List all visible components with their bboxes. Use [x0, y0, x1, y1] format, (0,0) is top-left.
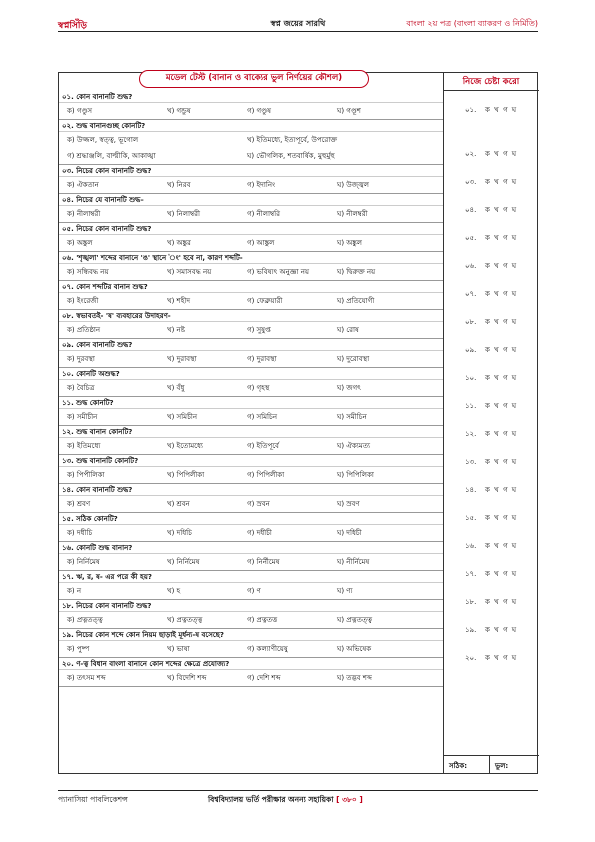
brand-name: স্বপ্নসিঁড়ি — [58, 21, 87, 31]
answer-bubble-row — [443, 443, 539, 471]
answer-bubble-row — [443, 639, 539, 667]
question-text: ২০. ণ-ত্ব বিধান বাংলা বানানে কোন শব্দের ক্ষেত্রে প্রযোজ্য? — [59, 658, 443, 670]
answer-bubble-row — [443, 527, 539, 555]
option-3: গ) গৃহস্থ — [247, 384, 270, 392]
option-3: গ) নির্নীমেষ — [247, 558, 280, 566]
question-item — [59, 542, 443, 571]
option-4: ঘ) গণ্ডূশ — [337, 107, 361, 115]
option-4: ঘ) স্রবণ — [337, 500, 360, 508]
question-text: ০৭. কোন শব্দটির বানান শুদ্ধ? — [59, 281, 443, 293]
option-3: গ) দেশি শব্দ — [247, 674, 281, 682]
option-1: ক) ইতিমধ্যে — [67, 442, 101, 450]
option-2: খ) নিরব — [167, 181, 191, 189]
answer-number: ০৮. — [465, 318, 477, 326]
page-footer — [58, 790, 538, 804]
answer-number: ১০. — [465, 374, 477, 382]
option-4: ঘ) পিপিলিকা — [337, 471, 374, 479]
question-text: ১১. শুদ্ধ কোনটি? — [59, 397, 443, 409]
correct-label: সঠিক: — [449, 762, 468, 770]
option-row — [59, 612, 443, 628]
question-text: ০৬. 'শৃঙ্খলা' শব্দের বানানে 'ঙ' স্থানে 'ং' হবে না, কারণ শব্দটি- — [59, 252, 443, 264]
question-item — [59, 339, 443, 368]
answer-column — [443, 91, 539, 667]
option-1: ক) বৈচিত্র — [67, 384, 95, 392]
page-header — [58, 16, 538, 32]
option-1: ক) তৎসম শব্দ — [67, 674, 106, 682]
option-row — [59, 467, 443, 483]
option-1: ক) দুরবস্থা — [67, 355, 95, 363]
answer-bubbles[interactable]: ক খ গ ঘ — [485, 598, 518, 606]
option-1: ক) ঐকতান — [67, 181, 99, 189]
answer-bubbles[interactable]: ক খ গ ঘ — [485, 430, 518, 438]
option-2: খ) বঁধু — [167, 384, 185, 392]
option-row — [59, 235, 443, 251]
option-4: ঘ) রোষ — [337, 326, 359, 334]
option-4: ঘ) ণ্য — [337, 587, 353, 595]
question-item — [59, 91, 443, 120]
answer-number: ১৬. — [465, 542, 477, 550]
answer-bubble-row — [443, 499, 539, 527]
option-2: খ) সমিচীন — [167, 413, 198, 421]
option-1: ক) নীলাম্বরী — [67, 210, 101, 218]
answer-bubble-row — [443, 611, 539, 639]
option-1: ক) নির্নিমেষ — [67, 558, 100, 566]
answer-number: ১৮. — [465, 598, 477, 606]
answer-bubbles[interactable]: ক খ গ ঘ — [485, 206, 518, 214]
option-3: গ) ইতিপূর্বে — [247, 442, 279, 450]
option-4: ঘ) দধিচী — [337, 529, 362, 537]
option-2: খ) দুরাবস্থা — [167, 355, 197, 363]
answer-number: ০৪. — [465, 206, 477, 214]
option-1: ক) প্রতিষ্ঠান — [67, 326, 101, 334]
answer-bubbles[interactable]: ক খ গ ঘ — [485, 570, 518, 578]
answer-number: ১৭. — [465, 570, 477, 578]
option-4: ঘ) অভিষেক — [337, 645, 372, 653]
page-number: [ ৩৮০ ] — [336, 795, 363, 804]
question-item — [59, 397, 443, 426]
question-item — [59, 513, 443, 542]
answer-bubble-row — [443, 303, 539, 331]
question-item — [59, 484, 443, 513]
option-4: ঘ) প্রতিযোগী — [337, 297, 375, 305]
option-4: ঘ) দ্বিরুক্ত নয় — [337, 268, 376, 276]
option-4: ঘ) ভৌগলিক, শতবার্ষিক, মুহুর্মুহু — [247, 152, 335, 160]
answer-bubbles[interactable]: ক খ গ ঘ — [485, 318, 518, 326]
option-2: খ) শ্রবন — [167, 500, 190, 508]
question-text: ১৬. কোনটি শুদ্ধ বানান? — [59, 542, 443, 554]
option-1: ক) ন — [67, 587, 82, 595]
question-item — [59, 120, 443, 165]
option-2: খ) দধিচি — [167, 529, 192, 537]
answer-number: ০৫. — [465, 234, 477, 242]
option-3: গ) গণ্ডুষ — [247, 107, 271, 115]
option-row — [59, 132, 443, 148]
self-practice-title: নিজে চেষ্টা করো — [443, 73, 539, 91]
question-text: ০৯. কোন বানানটি শুদ্ধ? — [59, 339, 443, 351]
question-text: ০১. কোন বানানটি শুদ্ধ? — [59, 91, 443, 103]
subject-title: বাংলা ২য় পত্র (বাংলা ব্যাকরণ ও নির্মিতি) — [406, 19, 538, 28]
option-3: গ) আঙ্কুল — [247, 239, 275, 247]
option-row — [59, 641, 443, 657]
option-3: গ) দধীচী — [247, 529, 272, 537]
answer-number: ১৪. — [465, 486, 477, 494]
option-row — [59, 351, 443, 367]
question-item — [59, 455, 443, 484]
question-text: ১৯. নিচের কোন শব্দে কোন নিয়ম ছাড়াই মূর্ধন্য-ষ বসেছে? — [59, 629, 443, 641]
question-item — [59, 658, 443, 687]
option-2: খ) ইতিমধ্যে, ইত্যপূর্বে, উপরোক্ত — [247, 136, 338, 144]
answer-bubble-row — [443, 119, 539, 163]
question-text: ০২. শুদ্ধ বানানগুচ্ছ কোনটি? — [59, 120, 443, 132]
answer-bubbles[interactable]: ক খ গ ঘ — [485, 458, 518, 466]
option-4: ঘ) ঐক্যমত্য — [337, 442, 371, 450]
answer-bubble-row — [443, 163, 539, 191]
option-1: ক) শ্রবণ — [67, 500, 91, 508]
option-2: খ) সমাসবদ্ধ নয় — [167, 268, 212, 276]
option-2: খ) পিপিলীকা — [167, 471, 205, 479]
option-row — [59, 670, 443, 686]
option-row — [59, 496, 443, 512]
option-3: গ) সমিচিন — [247, 413, 278, 421]
option-2: খ) অঙ্কুর — [167, 239, 191, 247]
option-4: ঘ) তদ্ভব শব্দ — [337, 674, 372, 682]
option-3: গ) শ্রদ্ধাঞ্জলি, বাল্মীকি, আকাঙ্খা — [67, 152, 156, 160]
option-3: গ) কল্যাণীয়েষু — [247, 645, 288, 653]
answer-bubbles[interactable]: ক খ গ ঘ — [485, 346, 518, 354]
question-item — [59, 368, 443, 397]
option-row — [59, 322, 443, 338]
answer-number: ২০. — [465, 654, 477, 662]
option-4: ঘ) সমীচিন — [337, 413, 367, 421]
option-1: ক) উজ্জল, স্বত্ত্ব, ভূগোল — [67, 136, 139, 144]
option-4: ঘ) নীলম্বরী — [337, 210, 368, 218]
option-row — [59, 206, 443, 222]
question-item — [59, 252, 443, 281]
question-item — [59, 571, 443, 600]
answer-bubble-row — [443, 471, 539, 499]
answer-bubbles[interactable]: ক খ গ ঘ — [485, 262, 518, 270]
question-item — [59, 194, 443, 223]
option-3: গ) স্রবন — [247, 500, 270, 508]
option-row — [59, 103, 443, 119]
question-text: ১৫. সঠিক কোনটি? — [59, 513, 443, 525]
question-item — [59, 310, 443, 339]
header-tagline: স্বপ্ন জয়ের সারথি — [270, 19, 326, 28]
option-3: গ) ভবিষ্যৎ অনুজ্ঞা নয় — [247, 268, 310, 276]
answer-bubble-row — [443, 583, 539, 611]
question-item — [59, 629, 443, 658]
answer-bubble-row — [443, 387, 539, 415]
option-2: খ) প্রত্নতত্ত্ব — [167, 616, 203, 624]
answer-number: ০১. — [465, 106, 477, 114]
question-text: ০৩. নিচের কোন বানানটি শুদ্ধ? — [59, 165, 443, 177]
option-2: খ) নিলাম্বরী — [167, 210, 200, 218]
option-row — [59, 293, 443, 309]
question-item — [59, 165, 443, 194]
wrong-label: ভুল: — [495, 762, 509, 770]
answer-number: ১২. — [465, 430, 477, 438]
option-3: গ) সুষুপ্ত — [247, 326, 271, 334]
answer-bubbles[interactable]: ক খ গ ঘ — [485, 542, 518, 550]
answer-bubbles[interactable]: ক খ গ ঘ — [485, 234, 518, 242]
answer-number: ০২. — [465, 150, 477, 158]
question-sheet — [58, 72, 538, 774]
option-4: ঘ) নীর্নিমেষ — [337, 558, 370, 566]
option-3: গ) দুরাবস্থা — [247, 355, 277, 363]
option-2: খ) বিদেশি শব্দ — [167, 674, 207, 682]
option-2: খ) গন্ডুষ — [167, 107, 191, 115]
option-row — [59, 264, 443, 280]
answer-number: ০৬. — [465, 262, 477, 270]
option-4: ঘ) উজ্জ্বল — [337, 181, 370, 189]
answer-bubbles[interactable]: ক খ গ ঘ — [485, 374, 518, 382]
option-row — [59, 583, 443, 599]
option-1: ক) অঙ্কুল — [67, 239, 93, 247]
option-2: খ) শহীদ — [167, 297, 191, 305]
question-text: ১৪. কোন বানানটি শুদ্ধ? — [59, 484, 443, 496]
answer-number: ১১. — [465, 402, 477, 410]
question-item — [59, 223, 443, 252]
answer-bubble-row — [443, 415, 539, 443]
option-1: ক) সন্ধিবদ্ধ নয় — [67, 268, 109, 276]
option-3: গ) পিপিলীকা — [247, 471, 285, 479]
answer-bubble-row — [443, 555, 539, 583]
option-1: ক) গণ্ডুস — [67, 107, 93, 115]
question-text: ০৮. স্বভাবতই- 'ষ' ব্যবহারের উদাহরণ- — [59, 310, 443, 322]
question-text: ০৫. নিচের কোন বানানটি শুদ্ধ? — [59, 223, 443, 235]
footer-tagline — [208, 795, 363, 807]
option-1: ক) প্রত্নতত্ত্ব — [67, 616, 103, 624]
option-3: গ) ণ — [247, 587, 261, 595]
answer-bubbles[interactable]: ক খ গ ঘ — [485, 290, 518, 298]
answer-bubbles[interactable]: ক খ গ ঘ — [485, 402, 518, 410]
answer-number: ১৩. — [465, 458, 477, 466]
score-box — [443, 755, 539, 773]
answer-number: ১৯. — [465, 626, 477, 634]
option-2: খ) ইতোমধ্যে — [167, 442, 203, 450]
option-2: খ) নির্নিমেষ — [167, 558, 200, 566]
answer-bubbles[interactable]: ক খ গ ঘ — [485, 106, 518, 114]
question-item — [59, 426, 443, 455]
answer-bubbles[interactable]: ক খ গ ঘ — [485, 178, 518, 186]
question-text: ১৭. ঋ, র, ষ- এর পরে কী হয়? — [59, 571, 443, 583]
footer-text: বিশ্ববিদ্যালয় ভর্তি পরীক্ষার অনন্য সহায়িকা — [208, 795, 334, 804]
answer-number: ০৯. — [465, 346, 477, 354]
question-text: ০৪. নিচের যে বানানটি শুদ্ধ– — [59, 194, 443, 206]
answer-bubbles[interactable]: ক খ গ ঘ — [485, 486, 518, 494]
question-text: ১৩. শুদ্ধ বানানটি কোনটি? — [59, 455, 443, 467]
answer-bubble-row — [443, 91, 539, 119]
option-row — [59, 525, 443, 541]
score-separator — [489, 756, 490, 773]
answer-bubbles[interactable]: ক খ গ ঘ — [485, 654, 518, 662]
question-item — [59, 600, 443, 629]
answer-bubbles[interactable]: ক খ গ ঘ — [485, 150, 518, 158]
option-4: ঘ) দুরোবস্থা — [337, 355, 370, 363]
answer-bubble-row — [443, 219, 539, 247]
option-4: ঘ) প্রত্নতত্ত্ব — [337, 616, 373, 624]
option-row — [59, 380, 443, 396]
option-1: ক) সমীচীন — [67, 413, 98, 421]
question-item — [59, 281, 443, 310]
option-3: গ) নীলাম্বরি — [247, 210, 280, 218]
answer-number: ০৭. — [465, 290, 477, 298]
option-3: গ) প্রত্নতত্ত — [247, 616, 278, 624]
question-list — [59, 91, 443, 687]
option-row — [59, 148, 443, 164]
option-3: গ) ফেব্রুয়ারী — [247, 297, 283, 305]
answer-number: ১৫. — [465, 514, 477, 522]
question-text: ১০. কোনটি অশুদ্ধ? — [59, 368, 443, 380]
answer-bubble-row — [443, 247, 539, 275]
answer-number: ০৩. — [465, 178, 477, 186]
answer-bubble-row — [443, 331, 539, 359]
answer-bubbles[interactable]: ক খ গ ঘ — [485, 514, 518, 522]
option-row — [59, 409, 443, 425]
question-text: ১৮. নিচের কোন বানানটি শুদ্ধ? — [59, 600, 443, 612]
option-row — [59, 438, 443, 454]
answer-bubble-row — [443, 275, 539, 303]
answer-bubble-row — [443, 359, 539, 387]
publisher-name: প্যানাসিয়া পাবলিকেশন্স — [58, 795, 128, 804]
option-2: খ) হ — [167, 587, 181, 595]
option-4: ঘ) অঙ্কুল — [337, 239, 362, 247]
option-1: ক) পিপীলিকা — [67, 471, 105, 479]
option-2: খ) নষ্ট — [167, 326, 185, 334]
option-1: ক) পুষ্প — [67, 645, 90, 653]
option-row — [59, 177, 443, 193]
option-3: গ) ইদানিং — [247, 181, 276, 189]
answer-bubbles[interactable]: ক খ গ ঘ — [485, 626, 518, 634]
answer-bubble-row — [443, 191, 539, 219]
test-title-banner: মডেল টেস্ট (বানান ও বাক্যের ভুল নির্ণয়ের কৌশল) — [139, 70, 369, 88]
option-1: ক) দধীচি — [67, 529, 93, 537]
option-1: ক) ইংরেজী — [67, 297, 99, 305]
option-4: ঘ) জগৎ — [337, 384, 361, 392]
option-2: খ) ভাষা — [167, 645, 190, 653]
question-text: ১২. শুদ্ধ বানান কোনটি? — [59, 426, 443, 438]
option-row — [59, 554, 443, 570]
